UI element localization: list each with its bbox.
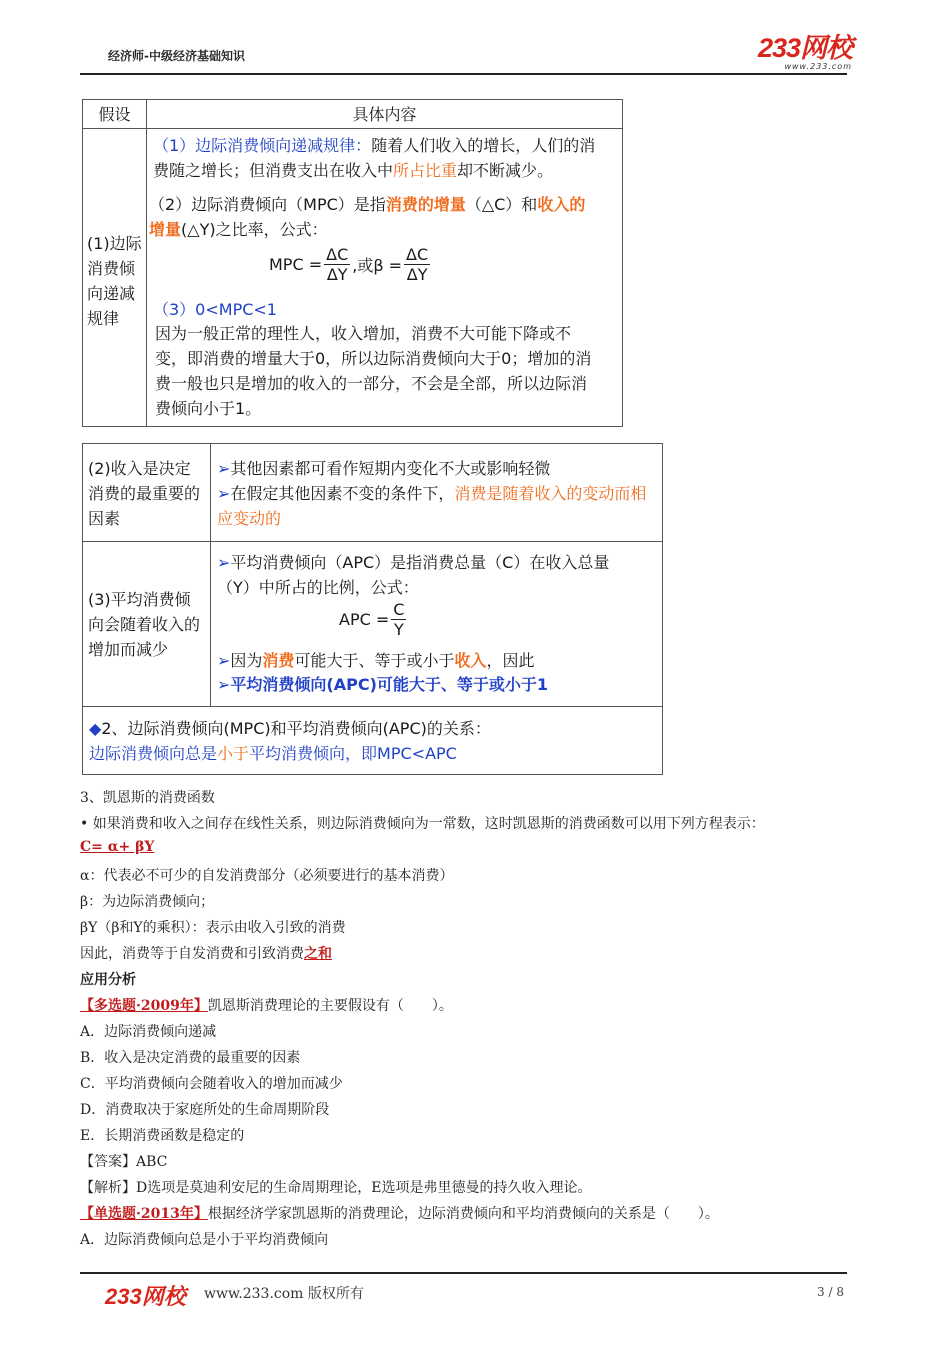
page-number: 3 / 8	[817, 1285, 844, 1299]
point-2: （2）边际消费倾向（MPC）是指消费的增量（△C）和收入的增量(△Y)之比率，公式：	[149, 195, 586, 239]
income-bullet-2: ➢在假定其他因素不变的条件下，消费是随着收入的变动而相应变动的	[217, 484, 647, 528]
apc-bullet-3: ➢平均消费倾向(APC)可能大于、等于或小于1	[217, 675, 549, 694]
col-header-assumption: 假设	[98, 105, 131, 124]
income-bullet-1: ➢其他因素都可看作短期内变化不大或影响轻微	[217, 459, 551, 478]
col-header-content: 具体内容	[352, 105, 417, 124]
apc-formula: APC = $\frac{C}{Y}$	[339, 600, 405, 639]
q1-answer: 【答案】ABC	[80, 1154, 168, 1170]
q1-option-e: E．长期消费函数是稳定的	[80, 1128, 245, 1144]
q1-option-c: C．平均消费倾向会随着收入的增加而减少	[80, 1076, 343, 1092]
mpc-formula: MPC = $\frac{\Delta C}{\Delta Y}$ ,或β = $\frac{\Delta C}{\Delta Y}$	[269, 245, 429, 284]
apc-bullet-1: ➢平均消费倾向（APC）是指消费总量（C）在收入总量（Y）中所占的比例，公式：	[217, 553, 610, 597]
row-label-apc: (3)平均消费倾向会随着收入的增加而减少	[88, 590, 201, 659]
section-heading: 3、凯恩斯的消费函数	[80, 790, 215, 806]
footer-logo[interactable]: 233网校	[105, 1284, 186, 1309]
row-label-income: (2)收入是决定消费的最重要的因素	[88, 459, 201, 528]
point-3-title: （3）0<MPC<1	[153, 300, 277, 319]
beta-y-definition: βY（β和Y的乘积）：表示由收入引致的消费	[80, 920, 346, 936]
conclusion-line: 因此，消费等于自发消费和引致消费之和	[80, 946, 332, 962]
q1-explanation: 【解析】D选项是莫迪利安尼的生命周期理论，E选项是弗里德曼的持久收入理论。	[80, 1180, 592, 1196]
q2-option-a: A．边际消费倾向总是小于平均消费倾向	[80, 1232, 329, 1248]
footer-divider	[80, 1272, 847, 1274]
question-1: 【多选题·2009年】凯恩斯消费理论的主要假设有（ ）。	[80, 998, 453, 1014]
question-2: 【单选题·2013年】根据经济学家凯恩斯的消费理论，边际消费倾向和平均消费倾向的关系是（ ）。	[80, 1206, 719, 1222]
logo-url: www.233.com	[784, 62, 852, 71]
q1-option-b: B．收入是决定消费的最重要的因素	[80, 1050, 301, 1066]
application-heading: 应用分析	[80, 972, 136, 988]
q1-option-a: A．边际消费倾向递减	[80, 1024, 217, 1040]
footer-copyright: www.233.com 版权所有	[204, 1286, 364, 1302]
header-divider	[80, 73, 847, 75]
alpha-definition: α：代表必不可少的自发消费部分（必须要进行的基本消费）	[80, 868, 454, 884]
paragraph-linear: • 如果消费和收入之间存在线性关系，则边际消费倾向为一常数，这时凯恩斯的消费函数可以用下列方程表示：	[80, 816, 765, 832]
logo-text: 233网校	[757, 33, 852, 63]
q1-option-d: D．消费取决于家庭所处的生命周期阶段	[80, 1102, 330, 1118]
apc-bullet-2: ➢因为消费可能大于、等于或小于收入，因此	[217, 651, 535, 670]
relation-body: 边际消费倾向总是小于平均消费倾向，即MPC<APC	[89, 744, 457, 763]
document-title: 经济师-中级经济基础知识	[108, 49, 245, 63]
point-3-body: 因为一般正常的理性人，收入增加，消费不大可能下降或不变，即消费的增量大于0，所以边际消费倾向大于0；增加的消费一般也只是增加的收入的一部分，不会是全部，所以边际消费倾向小于1。	[155, 324, 592, 418]
assumption-table	[82, 99, 623, 427]
row-label-mpc-diminishing: (1)边际消费倾向递减规律	[87, 234, 142, 328]
site-logo[interactable]	[758, 34, 852, 71]
point-1: （1）边际消费倾向递减规律：随着人们收入的增长，人们的消费随之增长；但消费支出在收入中所占比重却不断减少。	[153, 136, 596, 180]
income-table	[82, 443, 663, 775]
relation-title: ◆2、边际消费倾向(MPC)和平均消费倾向(APC)的关系：	[89, 719, 491, 738]
consumption-equation: C= α+ βY	[80, 839, 155, 855]
beta-definition: β：为边际消费倾向；	[80, 894, 215, 910]
